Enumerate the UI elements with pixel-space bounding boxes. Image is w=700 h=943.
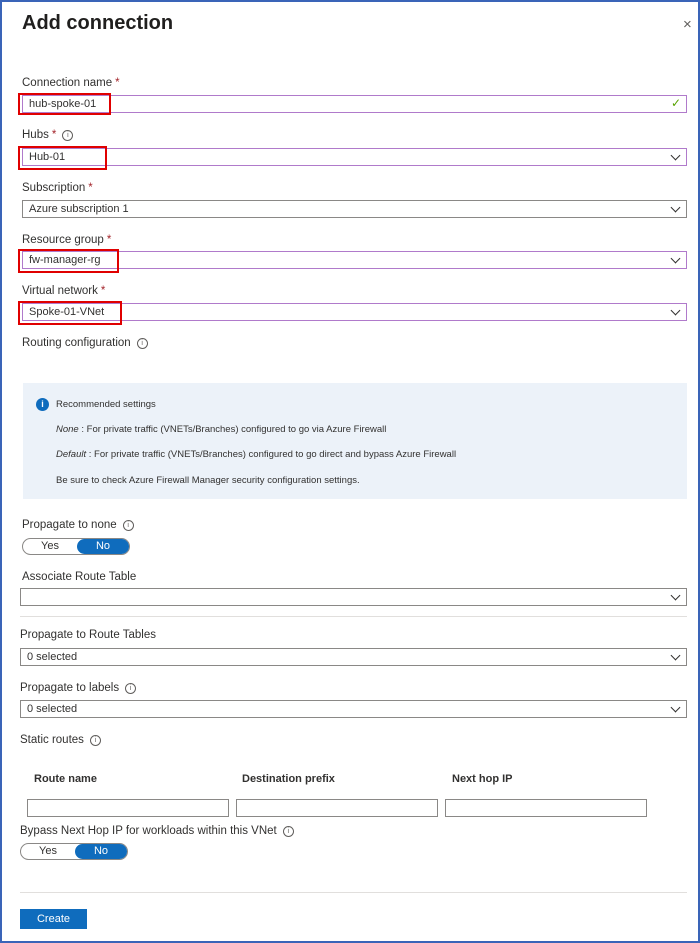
bypass-toggle[interactable] <box>20 843 128 860</box>
recommended-settings-box <box>23 383 687 499</box>
info-icon[interactable]: i <box>137 338 148 349</box>
propagate-labels-dropdown[interactable] <box>20 700 687 718</box>
resource-group-dropdown[interactable] <box>22 251 687 269</box>
section-divider <box>20 616 687 617</box>
hubs-value: Hub-01 <box>29 151 66 163</box>
footer-divider <box>20 892 687 893</box>
propagate-route-tables-value: 0 selected <box>27 651 78 663</box>
connection-name-value: hub-spoke-01 <box>29 98 97 110</box>
column-header-next-hop-ip: Next hop IP <box>452 773 513 785</box>
subscription-label: Subscription * <box>22 182 93 194</box>
toggle-no-option[interactable]: No <box>75 844 127 859</box>
chevron-down-icon <box>671 151 681 161</box>
propagate-route-tables-label: Propagate to Route Tables <box>20 629 156 641</box>
virtual-network-label: Virtual network * <box>22 285 106 297</box>
connection-name-input[interactable] <box>22 95 687 113</box>
info-icon[interactable]: i <box>123 520 134 531</box>
chevron-down-icon <box>671 591 681 601</box>
chevron-down-icon <box>671 254 681 264</box>
info-icon[interactable]: i <box>125 683 136 694</box>
info-circle-icon: i <box>36 398 49 411</box>
recommended-default-line: Default : For private traffic (VNETs/Branches) configured to go direct and bypass Azure Firewall <box>56 449 457 460</box>
chevron-down-icon <box>671 651 681 661</box>
create-button[interactable]: Create <box>20 909 87 929</box>
subscription-dropdown[interactable] <box>22 200 687 218</box>
panel-title: Add connection <box>22 12 174 34</box>
virtual-network-value: Spoke-01-VNet <box>29 306 105 318</box>
routing-configuration-label: Routing configuration i <box>22 337 148 349</box>
column-header-destination-prefix: Destination prefix <box>242 773 335 785</box>
virtual-network-dropdown[interactable] <box>22 303 687 321</box>
propagate-route-tables-dropdown[interactable] <box>20 648 687 666</box>
toggle-yes-option[interactable]: Yes <box>39 845 57 857</box>
associate-route-table-label: Associate Route Table <box>22 571 137 583</box>
connection-name-label: Connection name * <box>22 77 120 89</box>
next-hop-ip-input[interactable] <box>445 799 647 817</box>
info-icon[interactable]: i <box>283 826 294 837</box>
close-icon[interactable]: × <box>683 16 692 33</box>
associate-route-table-dropdown[interactable] <box>20 588 687 606</box>
recommended-heading: Recommended settings <box>56 399 156 410</box>
route-name-input[interactable] <box>27 799 229 817</box>
resource-group-value: fw-manager-rg <box>29 254 101 266</box>
required-marker: * <box>115 77 120 89</box>
propagate-labels-value: 0 selected <box>27 703 78 715</box>
propagate-labels-label: Propagate to labels i <box>20 682 136 694</box>
column-header-route-name: Route name <box>34 773 97 785</box>
destination-prefix-input[interactable] <box>236 799 438 817</box>
chevron-down-icon <box>671 703 681 713</box>
propagate-none-toggle[interactable] <box>22 538 130 555</box>
resource-group-label: Resource group * <box>22 234 112 246</box>
recommended-note: Be sure to check Azure Firewall Manager security configuration settings. <box>56 475 360 486</box>
static-routes-label: Static routes i <box>20 734 101 746</box>
recommended-none-line: None : For private traffic (VNETs/Branches) configured to go via Azure Firewall <box>56 424 387 435</box>
chevron-down-icon <box>671 306 681 316</box>
info-icon[interactable]: i <box>62 130 73 141</box>
bypass-label: Bypass Next Hop IP for workloads within this VNet i <box>20 825 294 837</box>
propagate-none-label: Propagate to none i <box>22 519 134 531</box>
chevron-down-icon <box>671 203 681 213</box>
info-icon[interactable]: i <box>90 735 101 746</box>
valid-check-icon: ✓ <box>670 96 681 110</box>
subscription-value: Azure subscription 1 <box>29 203 129 215</box>
toggle-no-option[interactable]: No <box>77 539 129 554</box>
hubs-label: Hubs * i <box>22 129 73 141</box>
hubs-dropdown[interactable] <box>22 148 687 166</box>
toggle-yes-option[interactable]: Yes <box>41 540 59 552</box>
